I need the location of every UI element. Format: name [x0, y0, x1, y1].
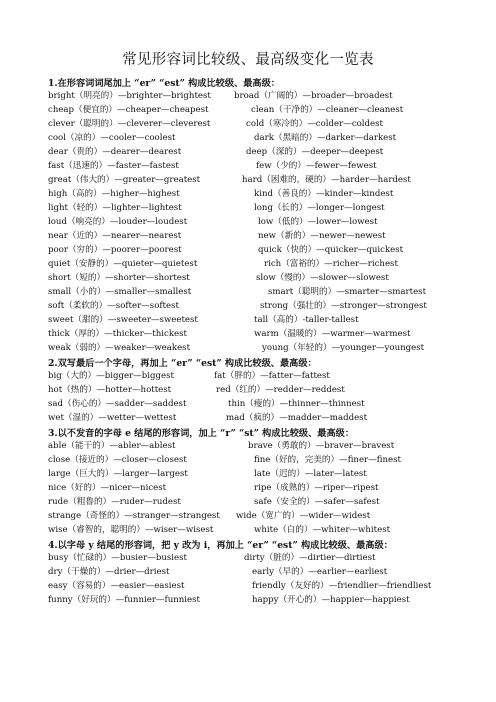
word-entry-right: hard（困难的，硬的）—harder—hardest — [242, 175, 411, 185]
word-row — [48, 495, 468, 507]
section-heading-3: 3.以不发音的字母 e 结尾的形容词，加上 “r” “st” 构成比较级、最高级： — [48, 428, 355, 439]
word-row — [48, 341, 468, 353]
word-entry-left: clever（聪明的）—cleverer—cleverest — [48, 119, 211, 129]
word-entry-right: cold（寒冷的）—colder—coldest — [246, 119, 384, 129]
section-heading-2: 2.双写最后一个字母，再加上 “er” “est” 构成比较级、最高级： — [48, 358, 317, 369]
word-entry-left: sweet（甜的）—sweeter—sweetest — [48, 315, 198, 325]
word-entry-right: tall（高的）-taller-tallest — [254, 315, 359, 325]
word-entry-left: close（接近的）—closer—closest — [48, 455, 187, 465]
word-row — [48, 579, 468, 591]
word-entry-right: happy（开心的）—happier—happiest — [252, 595, 410, 605]
word-entry-right: rich（富裕的）—richer—richest — [264, 259, 398, 269]
word-entry-left: poor（穷的）—poorer—poorest — [48, 245, 182, 255]
word-entry-left: cool（凉的）—cooler—coolest — [48, 133, 176, 143]
word-entry-right: fine（好的，完美的）—finer—finest — [254, 455, 401, 465]
section-heading-4: 4.以字母 y 结尾的形容词，把 y 改为 i，再加上 “er” “est” 构成比较级、最高级： — [48, 540, 393, 551]
word-entry-left: light（轻的）—lighter—lightest — [48, 203, 182, 213]
word-entry-right: long（长的）—longer—longest — [254, 203, 385, 213]
word-entry-left: bright（明亮的）—brighter—brightest — [48, 91, 211, 101]
word-row — [48, 299, 468, 311]
word-row — [48, 551, 468, 563]
word-entry-left: soft（柔软的）—softer—softest — [48, 301, 179, 311]
word-entry-left: thick（厚的）—thicker—thickest — [48, 329, 187, 339]
word-row — [48, 271, 468, 283]
word-entry-left: short（短的）—shorter—shortest — [48, 273, 190, 283]
word-entry-left: dear（贵的）—dearer—dearest — [48, 147, 182, 157]
word-entry-right: fat（胖的）—fatter—fattest — [214, 371, 330, 381]
word-row — [48, 565, 468, 577]
word-entry-right: brave（勇敢的）—braver—bravest — [248, 441, 395, 451]
word-entry-right: strong（强壮的）—stronger—strongest — [260, 301, 427, 311]
word-entry-right: safe（安全的）—safer—safest — [254, 497, 380, 507]
word-row — [48, 117, 468, 129]
word-row — [48, 327, 468, 339]
word-entry-right: warm（温暖的）—warmer—warmest — [254, 329, 411, 339]
word-row — [48, 467, 468, 479]
word-row — [48, 131, 468, 143]
word-entry-left: large（巨大的）—larger—largest — [48, 469, 188, 479]
word-entry-left: loud（响亮的）—louder—loudest — [48, 217, 188, 227]
word-row — [48, 103, 468, 115]
word-entry-right: kind（善良的）—kinder—kindest — [254, 189, 394, 199]
word-entry-left: quiet（安静的）—quieter—quietest — [48, 259, 198, 269]
word-entry-right: thin（瘦的）—thinner—thinnest — [228, 399, 365, 409]
page-title: 常见形容词比较级、最高级变化一览表 — [122, 52, 374, 68]
word-entry-left: nice（好的）—nicer—nicest — [48, 483, 167, 493]
word-entry-left: busy（忙碌的）—busier—busiest — [48, 553, 187, 563]
word-row — [48, 439, 468, 451]
word-row — [48, 89, 468, 101]
word-entry-right: low（低的）—lower—lowest — [258, 217, 378, 227]
word-row — [48, 215, 468, 227]
word-entry-right: clean（干净的）—cleaner—cleanest — [251, 105, 404, 115]
word-row — [48, 523, 468, 535]
word-entry-left: sad（伤心的）—sadder—saddest — [48, 399, 187, 409]
word-entry-left: weak（弱的）—weaker—weakest — [48, 343, 191, 353]
word-row — [48, 187, 468, 199]
word-entry-left: easy（容易的）—easier—easiest — [48, 581, 185, 591]
word-entry-left: near（近的）—nearer—nearest — [48, 231, 182, 241]
word-entry-right: white（白的）—whiter—whitest — [254, 525, 391, 535]
word-entry-left: dry（干燥的）—drier—driest — [48, 567, 170, 577]
word-entry-right: ripe（成熟的）—riper—ripest — [254, 483, 379, 493]
word-entry-left: fast（迅速的）—faster—fastest — [48, 161, 179, 171]
word-entry-right: quick（快的）—quicker—quickest — [258, 245, 404, 255]
word-row — [48, 383, 468, 395]
word-row — [48, 243, 468, 255]
word-entry-right: early（早的）—earlier—earliest — [252, 567, 388, 577]
word-entry-left: rude（粗鲁的）—ruder—rudest — [48, 497, 181, 507]
word-row — [48, 453, 468, 465]
word-entry-right: dirty（脏的）—dirtier—dirtiest — [244, 553, 376, 563]
word-entry-right: deep（深的）—deeper—deepest — [246, 147, 384, 157]
word-entry-left: high（高的）—higher—highest — [48, 189, 180, 199]
word-entry-left: able（能干的）—abler—ablest — [48, 441, 176, 451]
word-row — [48, 173, 468, 185]
word-entry-left: cheap（便宜的）—cheaper—cheapest — [48, 105, 209, 115]
word-row — [48, 411, 468, 423]
word-entry-right: few（少的）—fewer—fewest — [256, 161, 377, 171]
word-entry-right: new（新的）—newer—newest — [258, 231, 386, 241]
word-entry-right: dark（黑暗的）—darker—darkest — [254, 133, 397, 143]
word-row — [48, 313, 468, 325]
section-heading-1: 1.在形容词词尾加上 “er” “est” 构成比较级、最高级： — [48, 78, 280, 89]
word-entry-left: wet（湿的）—wetter—wettest — [48, 413, 177, 423]
word-entry-left: hot（热的）—hotter—hottest — [48, 385, 172, 395]
word-entry-right: friendly（友好的）—friendlier—friendliest — [252, 581, 432, 591]
word-entry-left: big（大的）—bigger—biggest — [48, 371, 174, 381]
word-entry-right: young（年轻的）—younger—youngest — [262, 343, 425, 353]
word-entry-left: great（伟大的）—greater—greatest — [48, 175, 201, 185]
word-row — [48, 145, 468, 157]
word-row — [48, 369, 468, 381]
word-entry-right: broad（广阔的）—broader—broadest — [234, 91, 393, 101]
word-row — [48, 159, 468, 171]
word-entry-right: mad（疯的）—madder—maddest — [226, 413, 368, 423]
word-row — [48, 257, 468, 269]
word-entry-left: strange（奇怪的）—stranger—strangest — [48, 511, 220, 521]
word-row — [48, 285, 468, 297]
word-entry-right: smart（聪明的）—smarter—smartest — [268, 287, 427, 297]
word-row — [48, 593, 468, 605]
word-entry-right: slow（慢的）—slower—slowest — [256, 273, 389, 283]
word-entry-right: red（红的）—redder—reddest — [216, 385, 345, 395]
word-entry-left: funny（好玩的）—funnier—funniest — [48, 595, 201, 605]
word-entry-left: wise（睿智的，聪明的）—wiser—wisest — [48, 525, 214, 535]
word-row — [48, 201, 468, 213]
word-row — [48, 229, 468, 241]
word-row — [48, 481, 468, 493]
word-row — [48, 397, 468, 409]
word-entry-left: small（小的）—smaller—smallest — [48, 287, 192, 297]
word-entry-right: late（迟的）—later—latest — [254, 469, 367, 479]
word-entry-right: wide（宽广的）—wider—widest — [236, 511, 371, 521]
word-row — [48, 509, 468, 521]
